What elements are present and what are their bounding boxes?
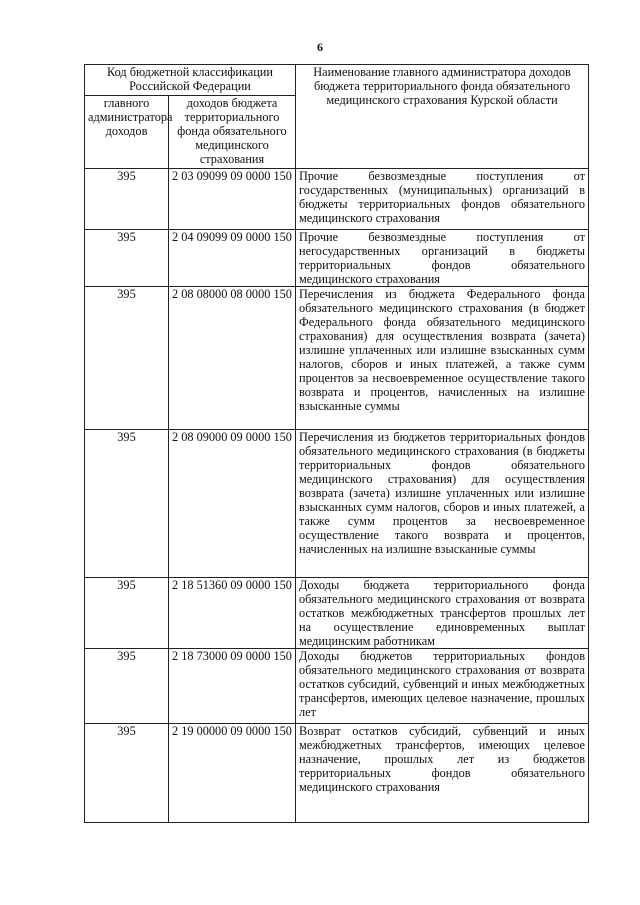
admin-code-cell: 395 — [85, 169, 169, 230]
table-row — [85, 430, 589, 578]
admin-code-cell: 395 — [85, 230, 169, 287]
description-cell: Прочие безвозмездные поступления от государственных (муниципальных) организаций в бюджеты территориальных фондов обязательного медицинского страхования — [296, 169, 589, 230]
admin-code-cell: 395 — [85, 649, 169, 724]
header-main-administrator: главного администратора доходов — [85, 96, 169, 169]
income-code-cell: 2 04 09099 09 0000 150 — [169, 230, 296, 287]
table-row — [85, 724, 589, 823]
income-code-cell: 2 19 00000 09 0000 150 — [169, 724, 296, 823]
description-cell: Доходы бюджета территориального фонда обязательного медицинского страхования от возврата остатков межбюджетных трансфертов прошлых лет на осуществление единовременных выплат медицинским работникам — [296, 578, 589, 649]
description-cell: Перечисления из бюджета Федерального фонда обязательного медицинского страхования (в бюджет Федерального фонда обязательного медицинского страхования) для осуществления возврата (зачета) излишне уплаченных или излишне взысканных сумм налогов, сборов и иных платежей, а также сумм процентов за несвоевременное осуществление такого возврата и процентов, начисленных на излишне взысканные суммы — [296, 287, 589, 430]
admin-code-cell: 395 — [85, 430, 169, 578]
header-administrator-name: Наименование главного администратора доходов бюджета территориального фонда обязательного медицинского страхования Курской области — [296, 65, 589, 169]
header-income-code: доходов бюджета территориального фонда обязательного медицинского страхования — [169, 96, 296, 169]
table-row — [85, 578, 589, 649]
budget-classification-table — [84, 64, 589, 823]
income-code-cell: 2 18 73000 09 0000 150 — [169, 649, 296, 724]
income-code-cell: 2 08 09000 09 0000 150 — [169, 430, 296, 578]
admin-code-cell: 395 — [85, 578, 169, 649]
description-cell: Доходы бюджетов территориальных фондов обязательного медицинского страхования от возврата остатков субсидий, субвенций и иных межбюджетных трансфертов, имеющих целевое назначение, прошлых лет — [296, 649, 589, 724]
description-cell: Возврат остатков субсидий, субвенций и иных межбюджетных трансфертов, имеющих целевое назначение, прошлых лет из бюджетов территориальных фондов обязательного медицинского страхования — [296, 724, 589, 823]
admin-code-cell: 395 — [85, 724, 169, 823]
table-row — [85, 230, 589, 287]
income-code-cell: 2 03 09099 09 0000 150 — [169, 169, 296, 230]
description-cell: Перечисления из бюджетов территориальных фондов обязательного медицинского страхования (в бюджеты территориальных фондов обязательного медицинского страхования) для осуществления возврата (зачета) излишне уплаченных или излишне взысканных сумм налогов, сборов и иных платежей, а также сумм процентов за несвоевременное осуществление такого возврата и процентов, начисленных на излишне взысканные суммы — [296, 430, 589, 578]
header-budget-classification-code: Код бюджетной классификации Российской Федерации — [85, 65, 296, 96]
income-code-cell: 2 18 51360 09 0000 150 — [169, 578, 296, 649]
admin-code-cell: 395 — [85, 287, 169, 430]
income-code-cell: 2 08 08000 08 0000 150 — [169, 287, 296, 430]
page-number: 6 — [317, 40, 323, 54]
description-cell: Прочие безвозмездные поступления от негосударственных организаций в бюджеты территориальных фондов обязательного медицинского страхования — [296, 230, 589, 287]
table-row — [85, 287, 589, 430]
table-row — [85, 169, 589, 230]
table-row — [85, 649, 589, 724]
